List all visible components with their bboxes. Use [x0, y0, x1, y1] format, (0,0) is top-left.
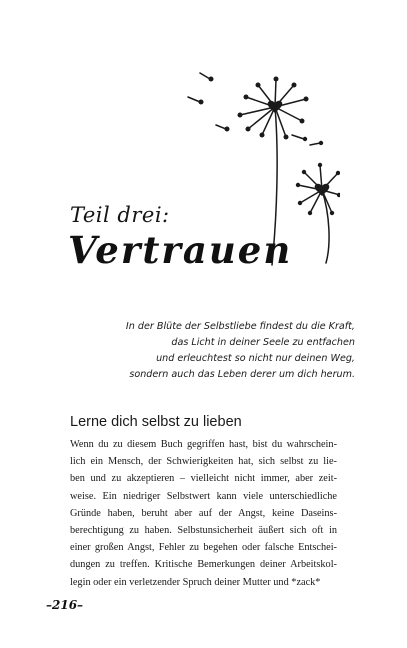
body-line: berechtigung zu haben. Selbstunsicherheit äußert sich oft in [70, 525, 337, 537]
body-line: lich ein Mensch, der Schwierigkeiten hat, sich selbst zu lie- [70, 456, 337, 468]
quote-line: das Licht in deiner Seele zu entfachen [171, 337, 355, 348]
body-line: ben und zu akzeptieren – vielleicht nicht immer, aber zeit- [70, 473, 337, 485]
body-line: weise. Ein niedriger Selbstwert kann viele unterschiedliche [70, 490, 337, 502]
body-line: einer großen Angst, Fehler zu begehen oder falsche Entschei- [70, 542, 337, 554]
body-line: dungen zu treffen. Kritische Bemerkungen deiner Arbeitskol- [70, 559, 337, 571]
part-title: Vertrauen [68, 228, 293, 272]
page-number: –216– [46, 598, 84, 612]
body-text [70, 436, 337, 591]
quote-line: In der Blüte der Selbstliebe findest du die Kraft, [125, 321, 355, 332]
part-label: Teil drei: [70, 203, 170, 227]
body-line: Gründe haben, beruht aber auf der Angst, keine Daseins- [70, 507, 337, 519]
section-heading: Lerne dich selbst zu lieben [70, 414, 242, 430]
epigraph-quote [80, 319, 355, 383]
body-line: legin oder ein verletzender Spruch deiner Mutter und *zack* [70, 576, 321, 588]
quote-line: und erleuchtest so nicht nur deinen Weg, [156, 353, 355, 364]
quote-line: sondern auch das Leben derer um dich herum. [129, 369, 355, 380]
body-line: Wenn du zu diesem Buch gegriffen hast, bist du wahrschein- [70, 439, 337, 450]
